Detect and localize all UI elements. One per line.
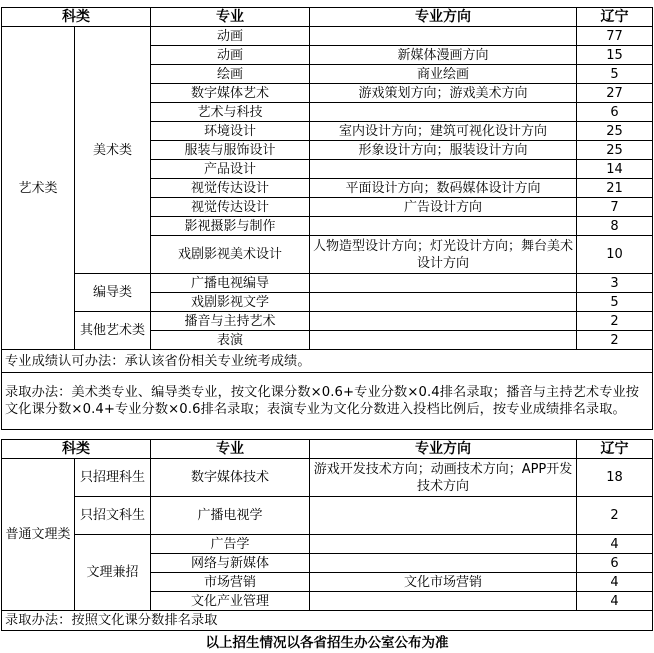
major-cell: 数字媒体技术 (151, 459, 310, 497)
count-cell: 4 (577, 535, 653, 554)
header-province: 辽宁 (577, 8, 653, 27)
footer-disclaimer: 以上招生情况以各省招生办公室公布为准 (205, 635, 449, 651)
direction-cell (310, 535, 577, 554)
major-cell: 市场营销 (151, 573, 310, 592)
art-enrollment-table (1, 7, 653, 430)
direction-cell: 商业绘画 (310, 65, 577, 84)
major-cell: 产品设计 (151, 160, 310, 179)
header-province: 辽宁 (577, 440, 653, 459)
direction-cell: 新媒体漫画方向 (310, 46, 577, 65)
major-cell: 表演 (151, 331, 310, 350)
header-major: 专业 (151, 440, 310, 459)
major-cell: 数字媒体艺术 (151, 84, 310, 103)
count-cell: 8 (577, 217, 653, 236)
group-fine-arts: 美术类 (75, 27, 151, 274)
header-category: 科类 (2, 8, 151, 27)
count-cell: 5 (577, 65, 653, 84)
major-cell: 绘画 (151, 65, 310, 84)
count-cell: 15 (577, 46, 653, 65)
count-cell: 10 (577, 236, 653, 274)
direction-cell (310, 27, 577, 46)
major-cell: 网络与新媒体 (151, 554, 310, 573)
table-row (2, 274, 653, 293)
major-cell: 服装与服饰设计 (151, 141, 310, 160)
count-cell: 2 (577, 312, 653, 331)
direction-cell (310, 103, 577, 122)
group-directing: 编导类 (75, 274, 151, 312)
note-row (2, 611, 653, 631)
direction-cell (310, 274, 577, 293)
score-recognition-note: 专业成绩认可办法：承认该省份相关专业统考成绩。 (2, 350, 653, 373)
direction-cell: 形象设计方向；服装设计方向 (310, 141, 577, 160)
count-cell: 4 (577, 592, 653, 611)
direction-cell (310, 497, 577, 535)
direction-cell (310, 554, 577, 573)
major-cell: 文化产业管理 (151, 592, 310, 611)
count-cell: 27 (577, 84, 653, 103)
direction-cell: 文化市场营销 (310, 573, 577, 592)
table-row (2, 27, 653, 46)
direction-cell (310, 293, 577, 312)
admission-method-note: 录取办法：美术类专业、编导类专业，按文化课分数×0.6+专业分数×0.4排名录取；播音与主持艺术专业按文化课分数×0.4+专业分数×0.6排名录取；表演专业为文化分数进入投档比例后，按专业成绩排名录取。 (2, 373, 653, 430)
direction-cell (310, 217, 577, 236)
count-cell: 14 (577, 160, 653, 179)
category-general: 普通文理类 (2, 459, 75, 611)
header-direction: 专业方向 (310, 440, 577, 459)
major-cell: 戏剧影视美术设计 (151, 236, 310, 274)
direction-cell: 人物造型设计方向；灯光设计方向；舞台美术设计方向 (310, 236, 577, 274)
direction-cell: 游戏策划方向；游戏美术方向 (310, 84, 577, 103)
major-cell: 影视摄影与制作 (151, 217, 310, 236)
count-cell: 4 (577, 573, 653, 592)
count-cell: 6 (577, 554, 653, 573)
group-both: 文理兼招 (75, 535, 151, 611)
group-other-arts: 其他艺术类 (75, 312, 151, 350)
count-cell: 6 (577, 103, 653, 122)
major-cell: 播音与主持艺术 (151, 312, 310, 331)
header-row (2, 8, 653, 27)
major-cell: 动画 (151, 27, 310, 46)
count-cell: 18 (577, 459, 653, 497)
count-cell: 3 (577, 274, 653, 293)
table-row (2, 497, 653, 535)
direction-cell: 平面设计方向；数码媒体设计方向 (310, 179, 577, 198)
category-art: 艺术类 (2, 27, 75, 350)
direction-cell (310, 592, 577, 611)
count-cell: 77 (577, 27, 653, 46)
direction-cell (310, 331, 577, 350)
header-direction: 专业方向 (310, 8, 577, 27)
count-cell: 5 (577, 293, 653, 312)
major-cell: 广告学 (151, 535, 310, 554)
major-cell: 广播电视编导 (151, 274, 310, 293)
major-cell: 视觉传达设计 (151, 179, 310, 198)
major-cell: 广播电视学 (151, 497, 310, 535)
admission-method-note: 录取办法：按照文化课分数排名录取 (2, 611, 653, 631)
major-cell: 视觉传达设计 (151, 198, 310, 217)
table-row (2, 535, 653, 554)
direction-cell: 游戏开发技术方向；动画技术方向；APP开发技术方向 (310, 459, 577, 497)
general-enrollment-table (1, 439, 653, 631)
header-major: 专业 (151, 8, 310, 27)
major-cell: 环境设计 (151, 122, 310, 141)
direction-cell: 室内设计方向；建筑可视化设计方向 (310, 122, 577, 141)
table-row (2, 459, 653, 497)
group-science-only: 只招理科生 (75, 459, 151, 497)
count-cell: 7 (577, 198, 653, 217)
note-row (2, 373, 653, 430)
count-cell: 21 (577, 179, 653, 198)
major-cell: 艺术与科技 (151, 103, 310, 122)
note-row (2, 350, 653, 373)
direction-cell (310, 312, 577, 331)
direction-cell: 广告设计方向 (310, 198, 577, 217)
count-cell: 2 (577, 331, 653, 350)
header-row (2, 440, 653, 459)
major-cell: 动画 (151, 46, 310, 65)
group-arts-only: 只招文科生 (75, 497, 151, 535)
direction-cell (310, 160, 577, 179)
major-cell: 戏剧影视文学 (151, 293, 310, 312)
table-row (2, 312, 653, 331)
count-cell: 25 (577, 141, 653, 160)
count-cell: 2 (577, 497, 653, 535)
header-category: 科类 (2, 440, 151, 459)
count-cell: 25 (577, 122, 653, 141)
